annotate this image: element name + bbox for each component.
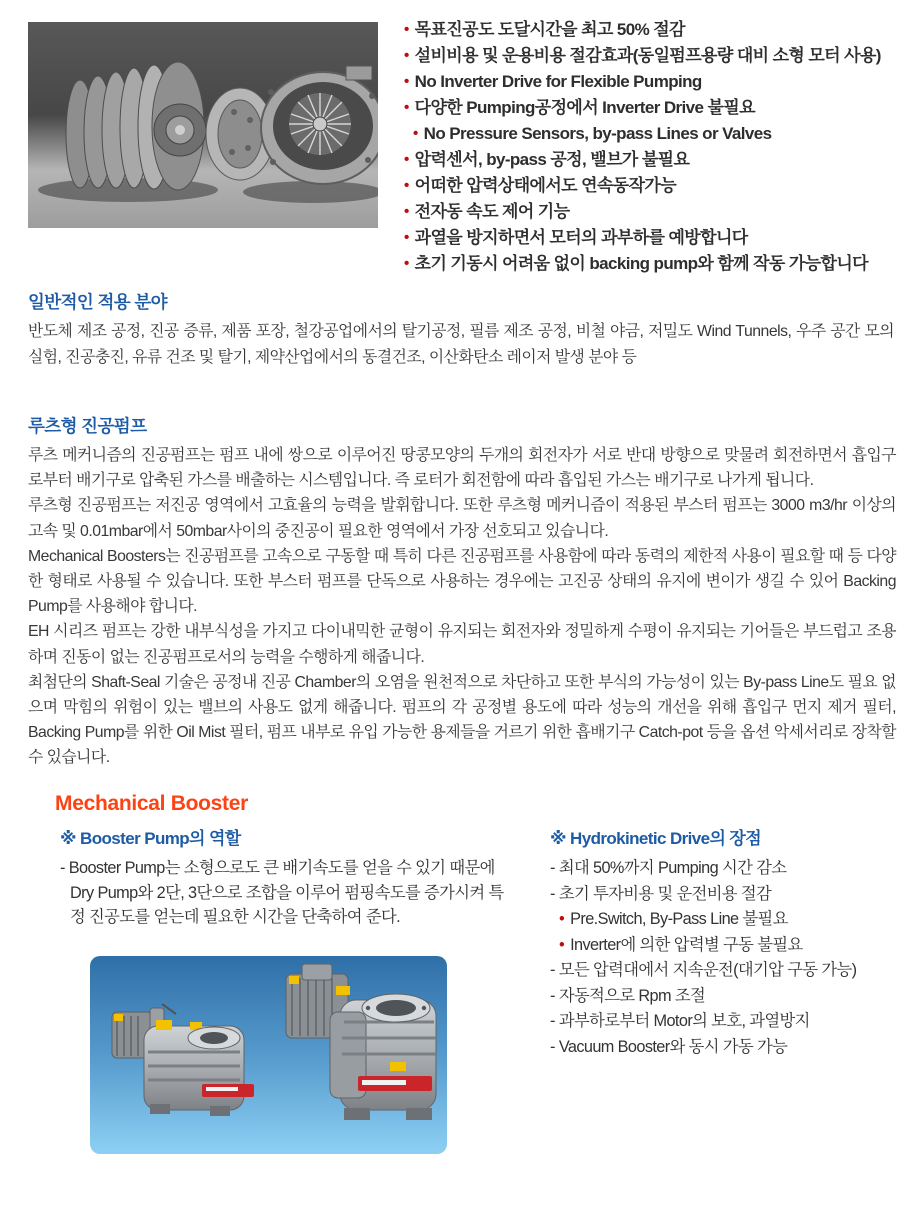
hydro-item <box>550 1035 920 1061</box>
feature-item <box>404 95 914 121</box>
feature-text: No Pressure Sensors, by-pass Lines or Valves <box>423 124 772 143</box>
feature-text: No Inverter Drive for Flexible Pumping <box>414 72 702 91</box>
hydro-text: Vacuum Booster와 동시 가동 가능 <box>558 1037 788 1056</box>
feature-item <box>404 173 914 199</box>
hydro-text: 자동적으로 Rpm 조절 <box>558 986 706 1005</box>
booster-role-heading: ※ Booster Pump의 역할 <box>60 829 241 848</box>
hydrokinetic-heading: ※ Hydrokinetic Drive의 장점 <box>550 829 762 848</box>
dash-marker: - <box>550 986 555 1005</box>
booster-rotor-photo-illustration <box>28 22 378 228</box>
mechanical-booster-heading: Mechanical Booster <box>55 792 248 815</box>
bullet-icon: • <box>404 73 409 90</box>
bullet-icon: • <box>404 229 409 246</box>
feature-text: 설비비용 및 운용비용 절감효과(동일펌프용량 대비 소형 모터 사용) <box>414 46 881 65</box>
feature-text: 초기 기동시 어려움 없이 backing pump와 함께 작동 가능합니다 <box>414 254 868 273</box>
feature-item <box>404 199 914 225</box>
booster-pumps-illustration <box>90 956 447 1154</box>
feature-item <box>404 69 914 95</box>
hydro-item <box>550 1009 920 1035</box>
bullet-icon: • <box>404 47 409 64</box>
applications-heading: 일반적인 적용 분야 <box>28 292 167 312</box>
feature-text: 압력센서, by-pass 공정, 밸브가 불필요 <box>414 150 690 169</box>
feature-text: 과열을 방지하면서 모터의 과부하를 예방합니다 <box>414 228 748 247</box>
hydro-text: 초기 투자비용 및 운전비용 절감 <box>558 884 772 903</box>
feature-item <box>404 43 914 69</box>
hydro-text: 과부하로부터 Motor의 보호, 과열방지 <box>558 1012 810 1030</box>
feature-item <box>404 251 914 277</box>
feature-item <box>404 225 914 251</box>
feature-text: 전자동 속도 제어 기능 <box>414 202 570 221</box>
applications-section <box>28 289 894 371</box>
dash-marker: - <box>550 961 555 979</box>
booster-role-body: - Booster Pump는 소형으로도 큰 배기속도를 얻을 수 있기 때문에 Dry Pump와 2단, 3단으로 조합을 이루어 펌핑속도를 증가시켜 특정 진공도를 얻는데 필요한 시간을 단축하여 준다. <box>60 859 504 926</box>
bullet-icon: • <box>404 99 409 116</box>
roots-paragraph: 루츠형 진공펌프는 저진공 영역에서 고효율의 능력을 발휘합니다. 또한 루츠형 메커니즘이 적용된 부스터 펌프는 3000 m3/hr 이상의 고속 및 0.01mbar에서 50mbar사이의 중진공이 필요한 영역에서 가장 선호되고 있습니다. <box>28 497 896 540</box>
roots-paragraph: 루츠 메커니즘의 진공펌프는 펌프 내에 쌍으로 이루어진 땅콩모양의 두개의 회전자가 서로 반대 방향으로 맞물려 회전하면서 흡입구로부터 배기구로 압축된 가스를 배출하는 시스템입니다. 즉 로터가 회전함에 따라 흡입된 가스는 배기구로 나가게 됩니다. <box>28 447 896 490</box>
bullet-icon: • <box>404 151 409 168</box>
roots-pump-section <box>28 413 896 771</box>
feature-item <box>404 17 914 43</box>
dash-marker: - <box>550 884 555 903</box>
feature-item <box>404 147 914 173</box>
bullet-icon: • <box>404 255 409 272</box>
hydro-text: 모든 압력대에서 지속운전(대기압 구동 가능) <box>558 961 857 979</box>
dash-marker: - <box>550 859 555 877</box>
booster-rotor-photo <box>28 22 378 228</box>
applications-body: 반도체 제조 공정, 진공 증류, 제품 포장, 철강공업에서의 탈기공정, 필름 제조 공정, 비철 야금, 저밀도 Wind Tunnels, 우주 공간 모의 실험, 진공충진, 유류 건조 및 탈기, 제약산업에서의 동결건조, 이산화탄소 레이저 발생 분야 등 <box>28 323 894 366</box>
hydro-item <box>550 907 920 933</box>
feature-text: 어떠한 압력상태에서도 연속동작가능 <box>414 176 677 195</box>
dash-marker: - <box>550 1012 555 1030</box>
hydro-item <box>550 958 920 984</box>
roots-paragraph: EH 시리즈 펌프는 강한 내부식성을 가지고 다이내믹한 균형이 유지되는 회전자와 정밀하게 수평이 유지되는 기어들은 부드럽고 조용하며 진동이 없는 진공펌프로서의 능력을 수행하게 해줍니다. <box>28 623 896 666</box>
roots-paragraph: Mechanical Boosters는 진공펌프를 고속으로 구동할 때 특히 다른 진공펌프를 사용함에 따라 동력의 제한적 사용이 필요할 때 등 다양한 형태로 사용될 수 있습니다. 또한 부스터 펌프를 단독으로 사용하는 경우에는 고진공 상태의 유지에 변이가 생길 수 있어 Backing Pump를 사용해야 합니다. <box>28 547 896 616</box>
hydro-text: Pre.Switch, By-Pass Line 불필요 <box>570 910 788 928</box>
hydro-text: 최대 50%까지 Pumping 시간 감소 <box>558 859 787 877</box>
booster-pumps-photo <box>90 956 447 1154</box>
hydro-item <box>550 933 920 959</box>
feature-item <box>404 121 914 147</box>
bullet-icon: • <box>404 21 409 38</box>
hydro-text: Inverter에 의한 압력별 구동 불필요 <box>570 935 803 954</box>
feature-text: 다양한 Pumping공정에서 Inverter Drive 불필요 <box>414 98 755 117</box>
dash-marker: - <box>550 1037 555 1056</box>
bullet-icon: • <box>413 125 418 142</box>
hydro-item <box>550 882 920 908</box>
bullet-icon: • <box>404 203 409 220</box>
bullet-icon: • <box>404 177 409 194</box>
feature-list <box>404 17 914 277</box>
hydro-item <box>550 984 920 1010</box>
hydro-item <box>550 856 920 882</box>
hydrokinetic-drive-column <box>550 824 920 1060</box>
bullet-icon: • <box>559 910 565 928</box>
bullet-icon: • <box>559 935 565 954</box>
roots-pump-heading: 루츠형 진공펌프 <box>28 416 147 436</box>
roots-paragraph: 최첨단의 Shaft-Seal 기술은 공정내 진공 Chamber의 오염을 원천적으로 차단하고 또한 부식의 가능성이 있는 By-pass Line도 필요 없으며 막힘의 위험이 있는 밸브의 사용도 없게 해줍니다. 펌프의 각 공정별 용도에 따라 성능의 개선을 위해 흡입구 먼지 제거 필터, Backing Pump를 위한 Oil Mist 필터, 펌프 내부로 유입 가능한 용제들을 거르기 위한 흡배기구 Catch-pot 등을 옵션 악세서리로 장착할 수 있습니다. <box>28 673 896 767</box>
booster-role-column <box>60 824 512 930</box>
feature-text: 목표진공도 도달시간을 최고 50% 절감 <box>414 20 685 39</box>
